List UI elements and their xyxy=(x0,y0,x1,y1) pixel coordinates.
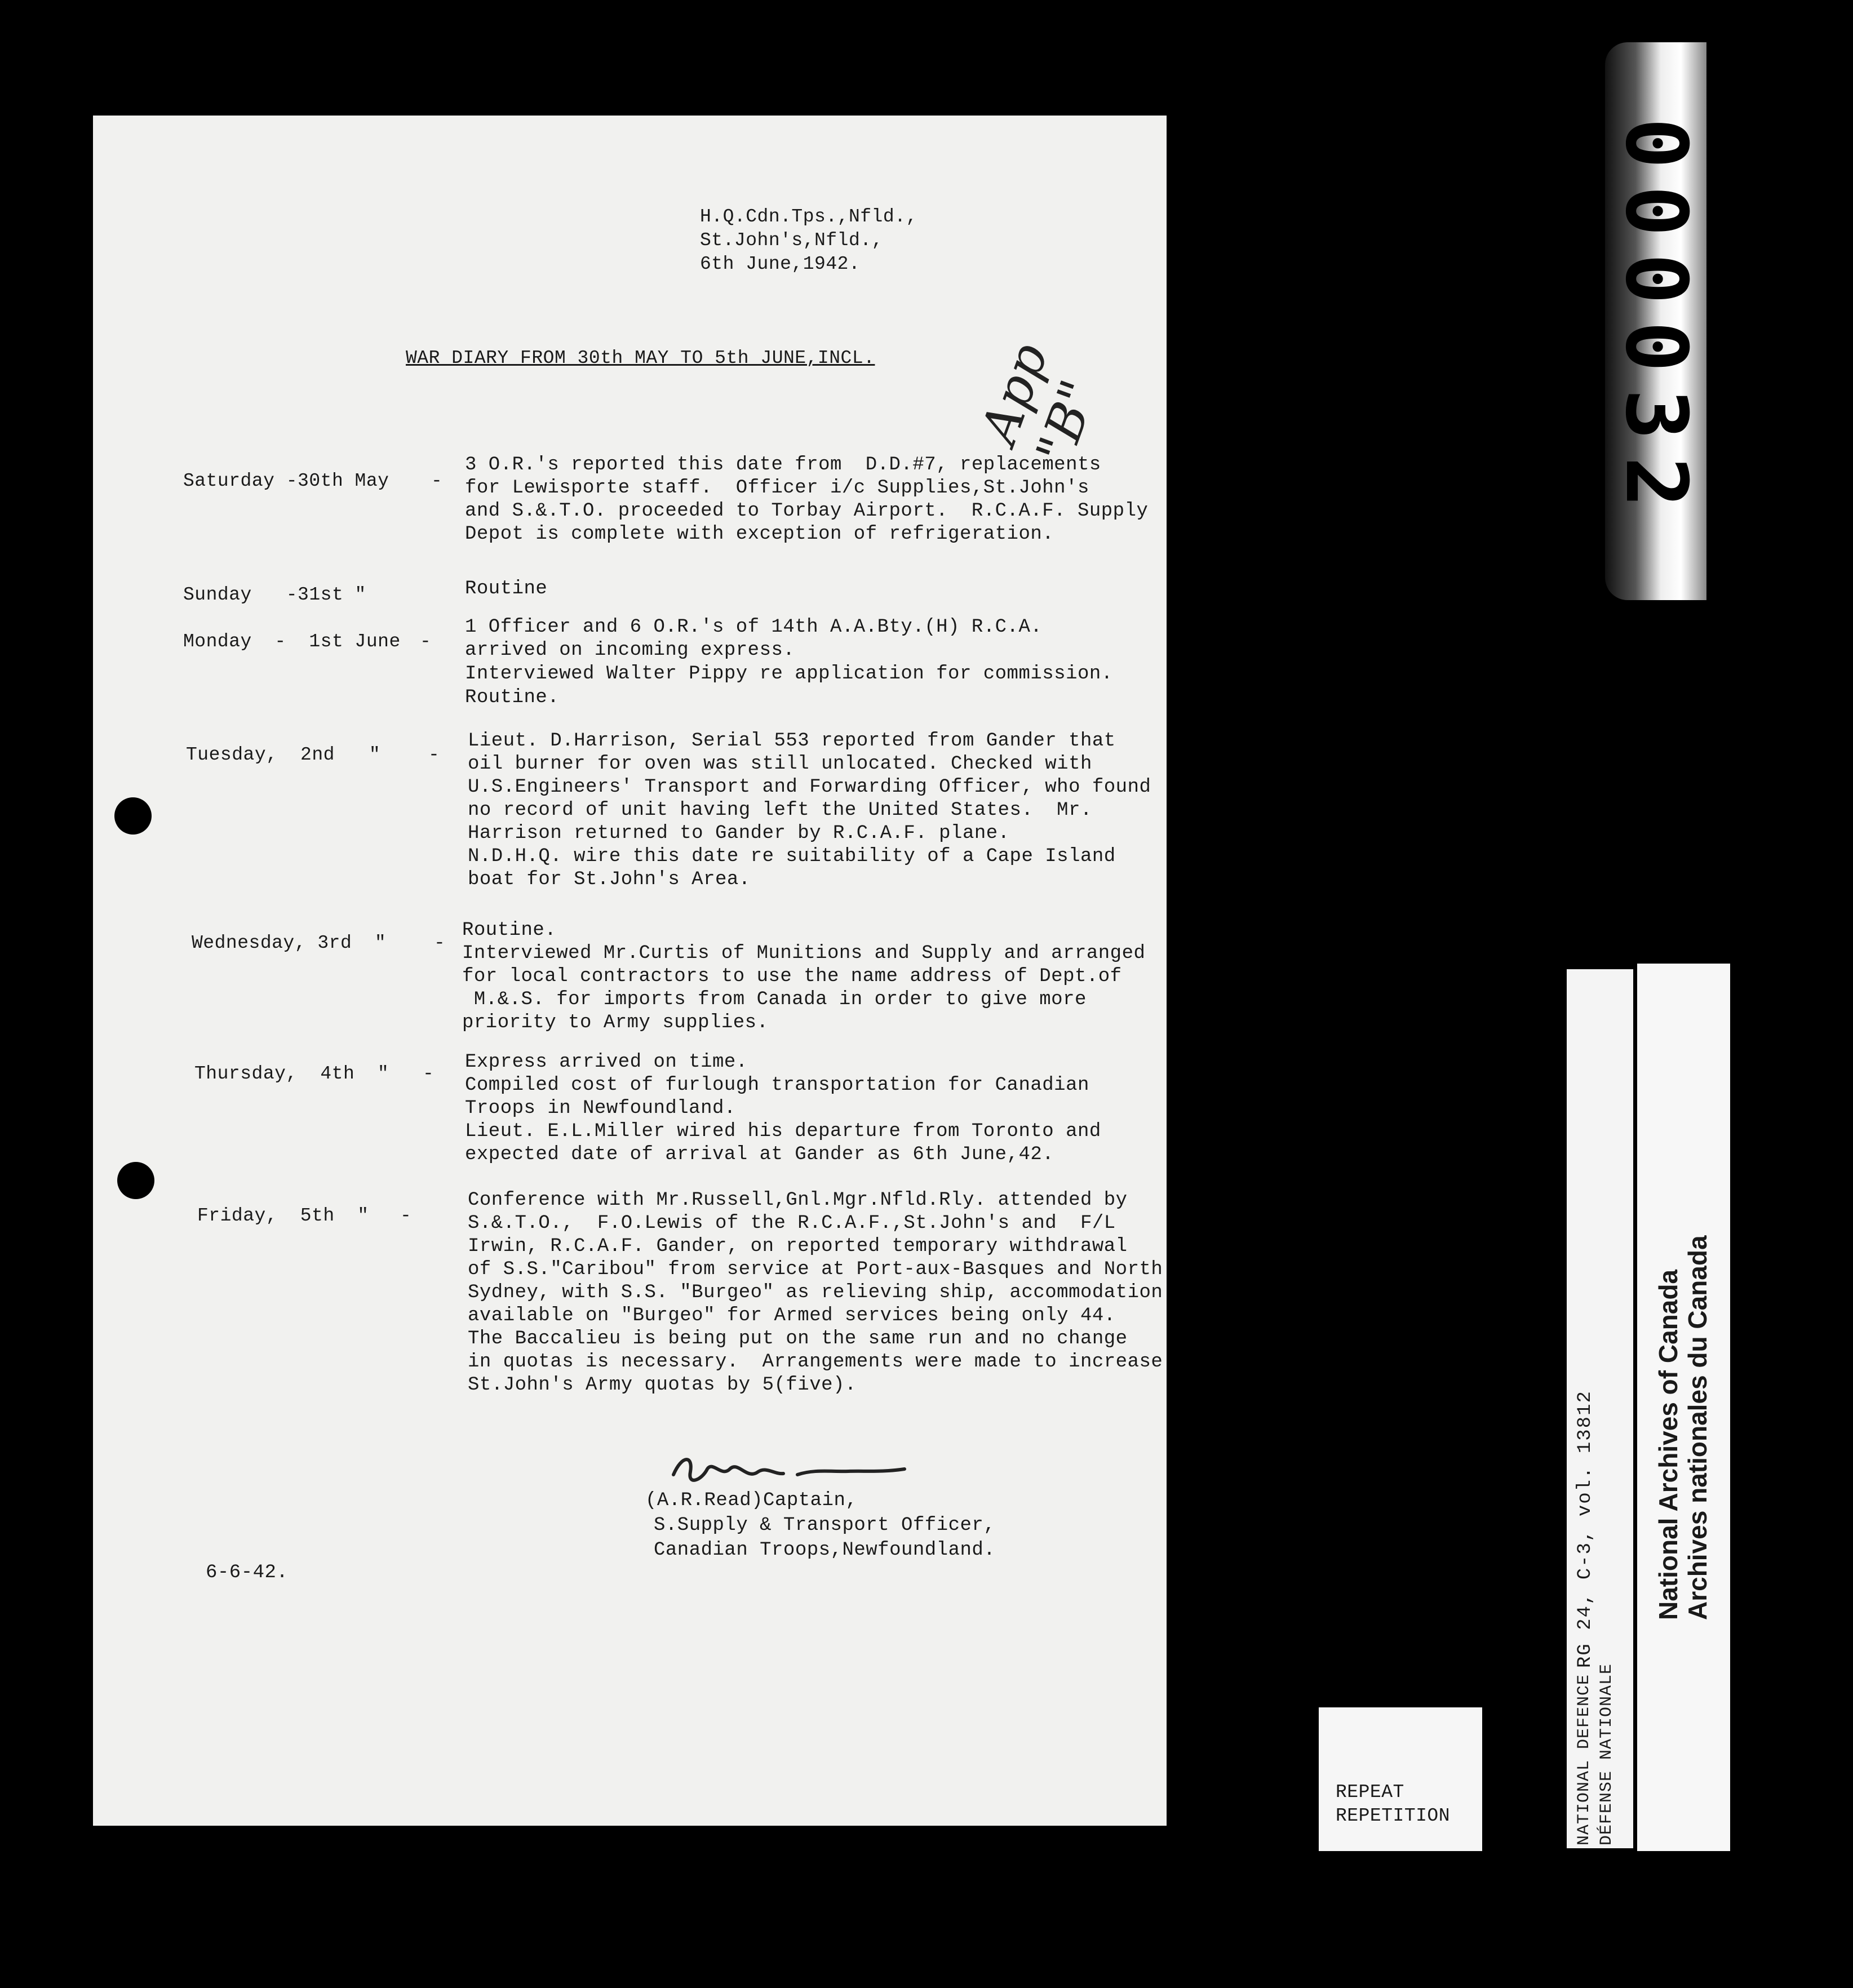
entry-line: Express arrived on time. xyxy=(465,1051,748,1073)
archive-reference-label xyxy=(1567,969,1633,1848)
entry-line: in quotas is necessary. Arrangements were made to increase xyxy=(468,1351,1163,1373)
punch-hole xyxy=(117,1162,154,1199)
entry-line: arrived on incoming express. xyxy=(465,640,795,661)
dept-name-fr: DÉFENSE NATIONALE xyxy=(1597,1663,1616,1845)
signature-title: S.Supply & Transport Officer, xyxy=(654,1515,996,1536)
entry-line: Interviewed Mr.Curtis of Munitions and Supply and arranged xyxy=(462,943,1146,964)
entry-line: St.John's Army quotas by 5(five). xyxy=(468,1374,857,1396)
repeat-text-en: REPEAT xyxy=(1336,1782,1404,1803)
footer-date: 6-6-42. xyxy=(206,1562,289,1583)
archives-name-en: National Archives of Canada xyxy=(1653,1269,1683,1620)
archives-logo-label xyxy=(1637,964,1730,1851)
entry-day: Friday, 5th " xyxy=(197,1205,369,1226)
entry-line: Compiled cost of furlough transportation for Canadian xyxy=(465,1075,1089,1096)
entry-line: no record of unit having left the United States. Mr. xyxy=(468,800,1092,821)
handwritten-signature xyxy=(668,1452,921,1492)
entry-day: Sunday -31st " xyxy=(183,584,366,605)
entry-line: Conference with Mr.Russell,Gnl.Mgr.Nfld.Rly. attended by xyxy=(468,1190,1128,1211)
entry-line: boat for St.John's Area. xyxy=(468,869,751,890)
entry-line: Sydney, with S.S. "Burgeo" as relieving ship, accommodation xyxy=(468,1282,1163,1303)
entry-line: Routine. xyxy=(465,687,560,708)
entry-dash: - xyxy=(431,471,443,491)
entry-line: Harrison returned to Gander by R.C.A.F. plane. xyxy=(468,823,1010,844)
entry-line: Lieut. E.L.Miller wired his departure from Toronto and xyxy=(465,1121,1101,1142)
diary-title: WAR DIARY FROM 30th MAY TO 5th JUNE,INCL. xyxy=(406,348,875,369)
entry-day: Wednesday, 3rd " xyxy=(192,933,387,953)
signature-name: (A.R.Read)Captain, xyxy=(645,1490,858,1511)
entry-line: N.D.H.Q. wire this date re suitability of a Cape Island xyxy=(468,846,1116,867)
entry-line: 1 Officer and 6 O.R.'s of 14th A.A.Bty.(H) R.C.A. xyxy=(465,616,1043,638)
entry-dash: - xyxy=(420,631,432,652)
entry-line: expected date of arrival at Gander as 6th June,42. xyxy=(465,1144,1054,1165)
header-line-1: H.Q.Cdn.Tps.,Nfld., xyxy=(700,206,917,227)
entry-day: Tuesday, 2nd " xyxy=(186,744,381,765)
dept-name-en: NATIONAL DEFENCE xyxy=(1575,1674,1594,1845)
signature-unit: Canadian Troops,Newfoundland. xyxy=(654,1539,996,1561)
entry-line: Interviewed Walter Pippy re application for commission. xyxy=(465,663,1113,685)
entry-line: Lieut. D.Harrison, Serial 553 reported from Gander that xyxy=(468,730,1116,752)
entry-line: priority to Army supplies. xyxy=(462,1012,769,1033)
entry-line: for Lewisporte staff. Officer i/c Supplies,St.John's xyxy=(465,477,1089,499)
frame-number-strip xyxy=(1605,42,1706,600)
repeat-label xyxy=(1319,1707,1482,1851)
repeat-text-fr: REPETITION xyxy=(1336,1805,1451,1826)
entry-line: oil burner for oven was still unlocated. Checked with xyxy=(468,753,1092,775)
entry-dash: - xyxy=(428,744,440,765)
frame-number: 000032 xyxy=(1607,118,1705,525)
entry-day: Saturday -30th May xyxy=(183,471,389,491)
archives-name-fr: Archives nationales du Canada xyxy=(1683,1235,1712,1620)
header-line-2: St.John's,Nfld., xyxy=(700,230,883,251)
entry-day: Thursday, 4th " xyxy=(194,1063,389,1084)
punch-hole xyxy=(114,797,152,835)
entry-line: of S.S."Caribou" from service at Port-aux-Basques and North xyxy=(468,1259,1163,1280)
entry-line: Irwin, R.C.A.F. Gander, on reported temporary withdrawal xyxy=(468,1236,1128,1257)
appendix-handwritten-mark: App "B" xyxy=(969,335,1110,472)
entry-line: Routine xyxy=(465,578,548,600)
entry-line: S.&.T.O., F.O.Lewis of the R.C.A.F.,St.John's and F/L xyxy=(468,1213,1116,1234)
archive-reference: RG 24, C-3, vol. 13812 xyxy=(1575,1390,1596,1668)
entry-line: 3 O.R.'s reported this date from D.D.#7, replacements xyxy=(465,454,1101,476)
header-line-3: 6th June,1942. xyxy=(700,254,861,274)
entry-line: M.&.S. for imports from Canada in order to give more xyxy=(462,989,1087,1010)
document-page xyxy=(93,116,1167,1826)
entry-line: U.S.Engineers' Transport and Forwarding Officer, who found xyxy=(468,776,1151,798)
entry-dash: - xyxy=(423,1063,435,1084)
entry-line: Routine. xyxy=(462,920,557,941)
entry-dash: - xyxy=(400,1205,412,1226)
entry-line: Depot is complete with exception of refrigeration. xyxy=(465,523,1054,545)
entry-line: for local contractors to use the name address of Dept.of xyxy=(462,966,1122,987)
entry-line: Troops in Newfoundland. xyxy=(465,1098,736,1119)
entry-line: The Baccalieu is being put on the same run and no change xyxy=(468,1328,1128,1350)
entry-day: Monday - 1st June xyxy=(183,631,401,652)
entry-dash: - xyxy=(434,933,446,953)
entry-line: available on "Burgeo" for Armed services being only 44. xyxy=(468,1305,1116,1326)
entry-line: and S.&.T.O. proceeded to Torbay Airport. R.C.A.F. Supply xyxy=(465,500,1149,522)
